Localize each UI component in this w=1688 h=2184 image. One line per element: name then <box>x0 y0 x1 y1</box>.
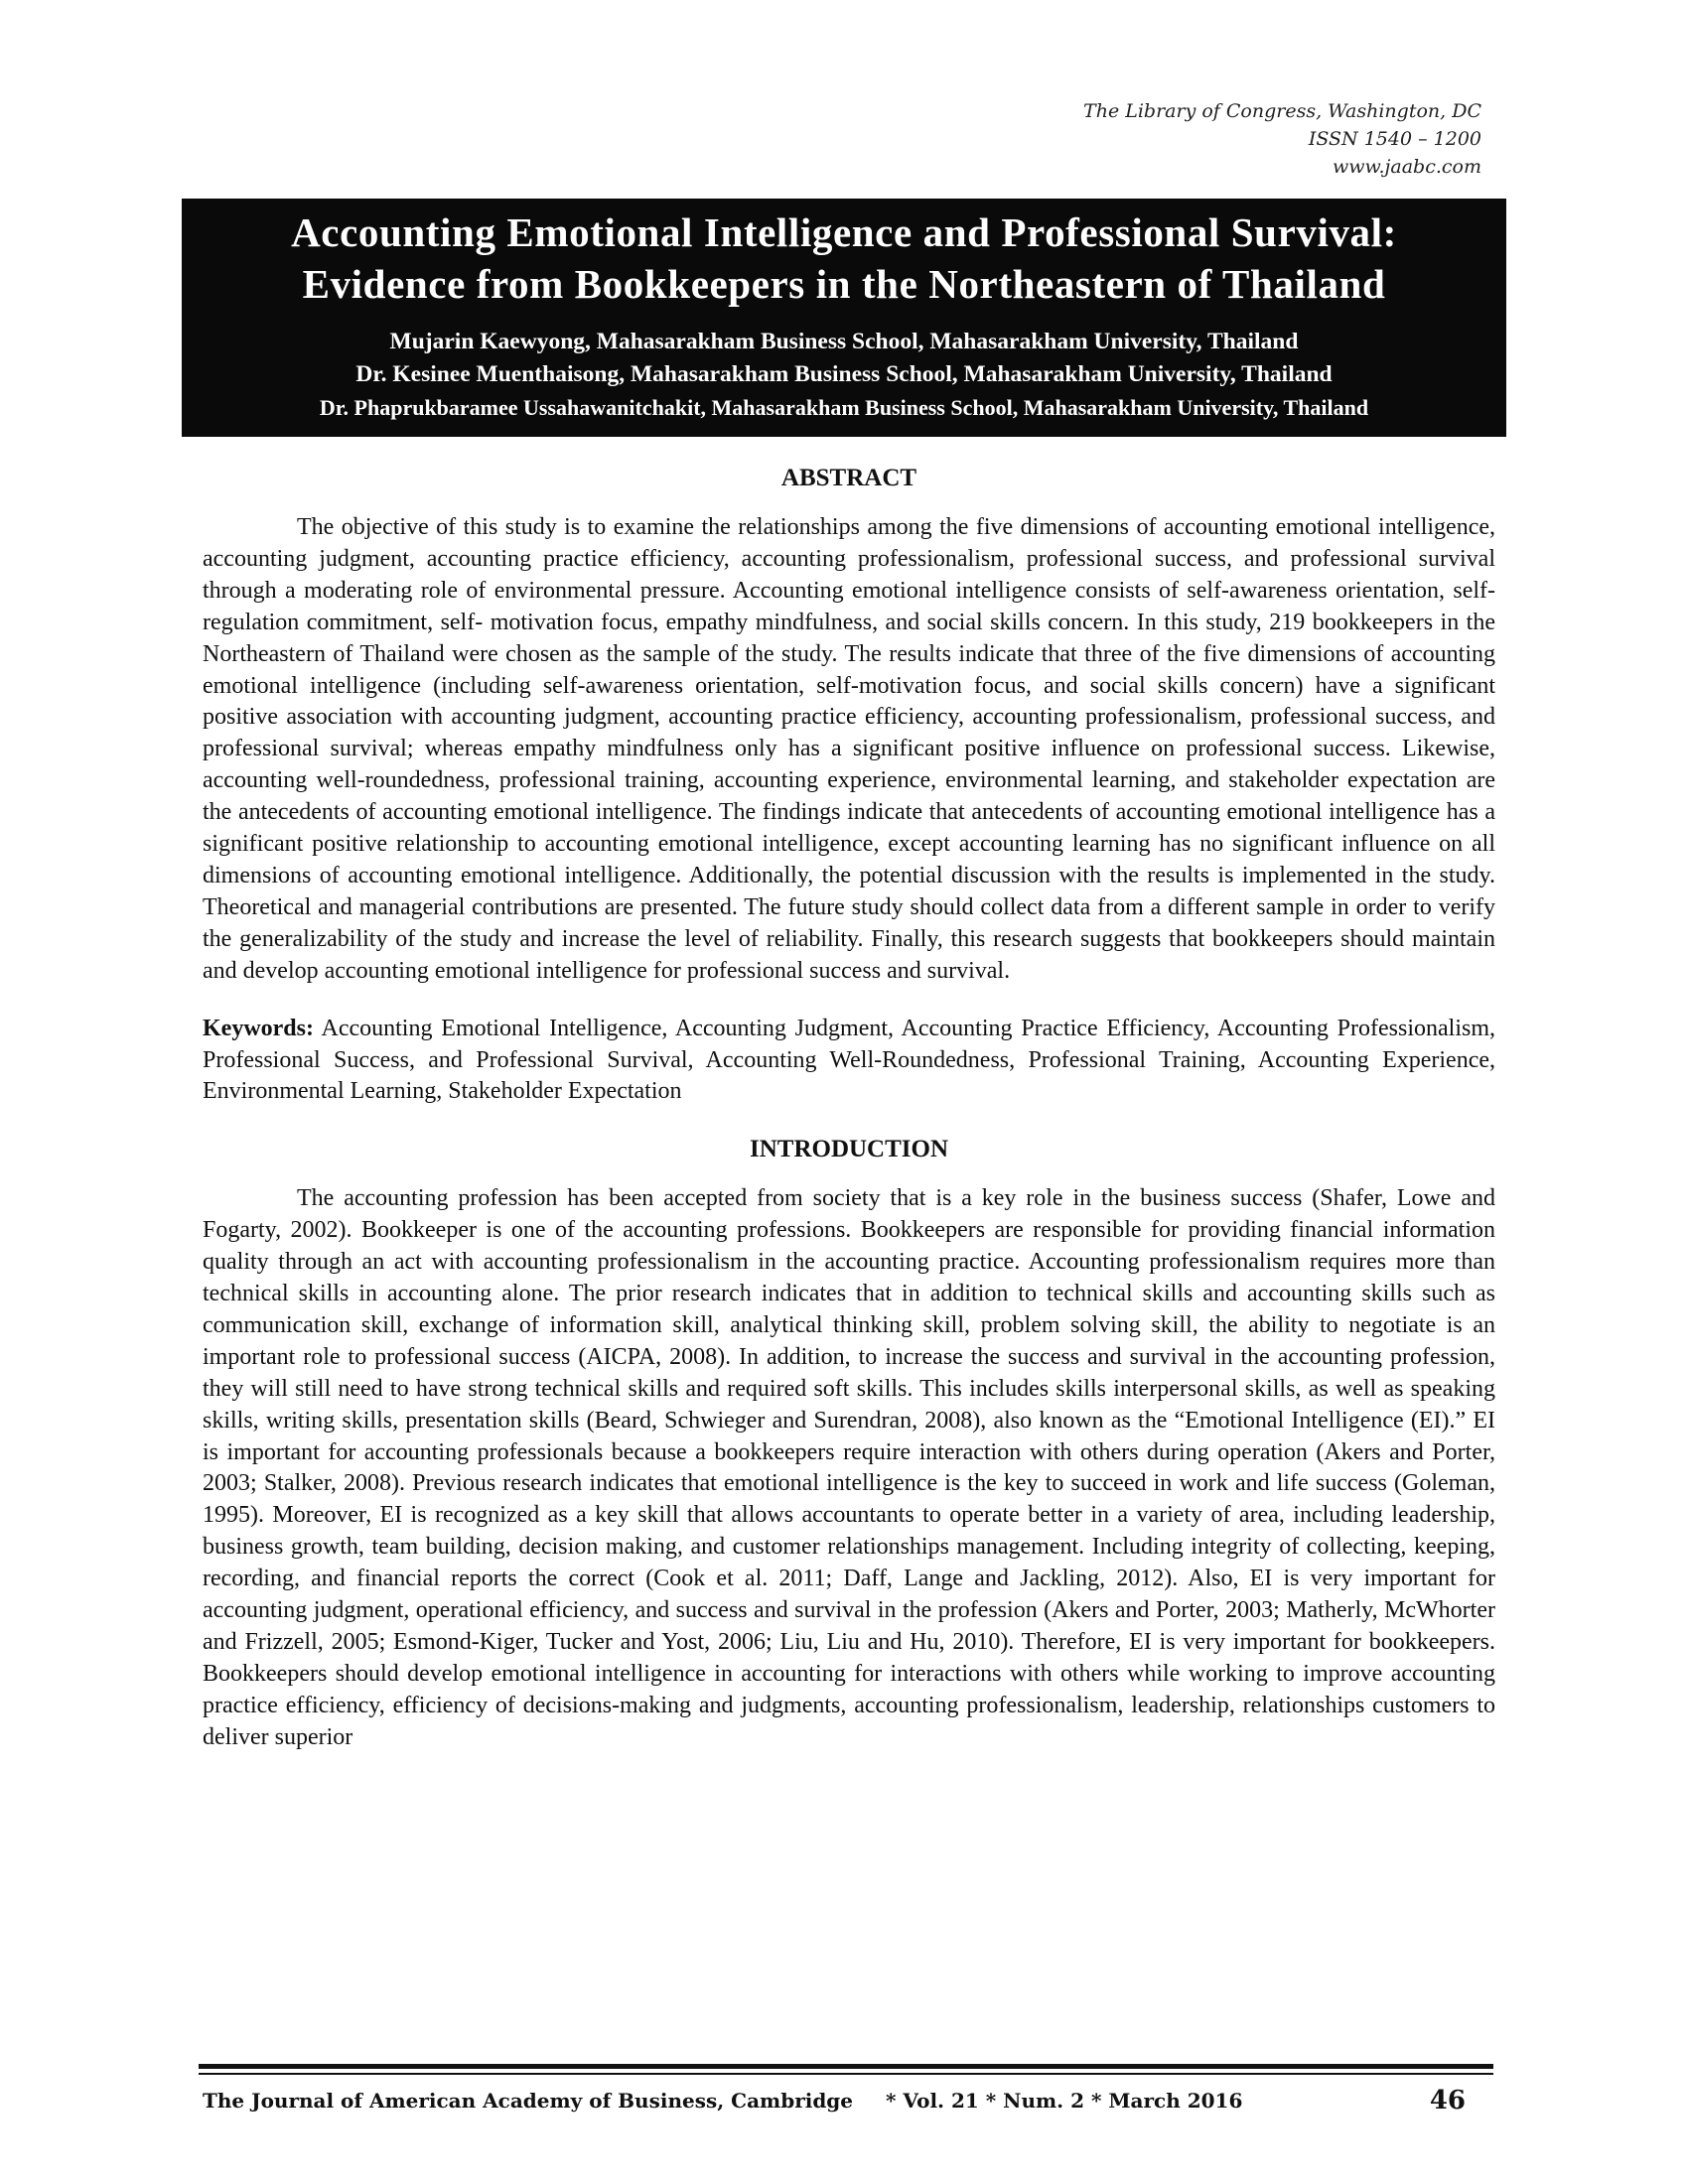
author-list <box>182 326 1506 424</box>
paper-title-line-2: Evidence from Bookkeepers in the Northeastern of Thailand <box>302 261 1386 307</box>
keywords-text: Accounting Emotional Intelligence, Accounting Judgment, Accounting Practice Efficiency, Accounting Professionalism, Professional Success, and Professional Survival, Accounting Well-Roundedness, Professional Training, Accounting Experience, Environmental Learning, Stakeholder Expectation <box>203 1015 1496 1105</box>
author-3: Dr. Phaprukbaramee Ussahawanitchakit, Mahasarakham Business School, Mahasarakham University, Thailand <box>319 395 1369 420</box>
author-2: Dr. Kesinee Muenthaisong, Mahasarakham Business School, Mahasarakham University, Thailand <box>355 361 1333 387</box>
footer-journal-name: The Journal of American Academy of Business, Cambridge <box>203 2089 854 2113</box>
abstract-heading: ABSTRACT <box>780 465 917 491</box>
page-number: 46 <box>1429 2086 1466 2116</box>
abstract-text: The objective of this study is to examine the relationships among the five dimensions of accounting emotional intelligence, accounting judgment, accounting practice efficiency, accounting professionalism, professional success, and professional survival through a moderating role of environmental pressure. Accounting emotional intelligence consists of self-awareness orientation, self-regulation commitment, self- motivation focus, empathy mindfulness, and social skills concern. In this study, 219 bookkeepers in the Northeastern of Thailand were chosen as the sample of the study. The results indicate that three of the five dimensions of accounting emotional intelligence (including self-awareness orientation, self-motivation focus, and social skills concern) have a significant positive association with accounting judgment, accounting practice efficiency, accounting professionalism, professional success, and professional survival; whereas empathy mindfulness only has a significant positive influence on professional success. Likewise, accounting well-roundedness, professional training, accounting experience, environmental learning, and stakeholder expectation are the antecedents of accounting emotional intelligence. The findings indicate that antecedents of accounting emotional intelligence has a significant positive relationship to accounting emotional intelligence, except accounting learning has no significant influence on all dimensions of accounting emotional intelligence. Additionally, the potential discussion with the results is implemented in the study. Theoretical and managerial contributions are presented. The future study should collect data from a different sample in order to verify the generalizability of the study and increase the level of reliability. Finally, this research suggests that bookkeepers should maintain and develop accounting emotional intelligence for professional success and survival. <box>203 514 1495 984</box>
keywords-label: Keywords: <box>203 1015 314 1041</box>
publication-info <box>1083 97 1481 181</box>
footer-issue-info: * Vol. 21 * Num. 2 * March 2016 <box>886 2089 1243 2113</box>
page-footer <box>203 2083 1495 2118</box>
title-banner <box>182 199 1506 437</box>
author-1: Mujarin Kaewyong, Mahasarakham Business School, Mahasarakham University, Thailand <box>389 329 1299 354</box>
paper-title-line-1: Accounting Emotional Intelligence and Professional Survival: <box>291 209 1397 255</box>
paper-body <box>203 463 1495 1754</box>
footer-rule-thin <box>199 2073 1493 2075</box>
issn-line: ISSN 1540 – 1200 <box>1308 128 1481 150</box>
publisher-line: The Library of Congress, Washington, DC <box>1083 100 1481 122</box>
introduction-heading: INTRODUCTION <box>749 1136 949 1163</box>
website-line: www.jaabc.com <box>1332 156 1481 178</box>
footer-rule-thick <box>199 2064 1493 2069</box>
introduction-text: The accounting profession has been accepted from society that is a key role in the business success (Shafer, Lowe and Fogarty, 2002). Bookkeeper is one of the accounting professions. Bookkeepers are responsible for providing financial information quality through an act with accounting professionalism in the accounting practice. Accounting professionalism requires more than technical skills in accounting alone. The prior research indicates that in addition to technical skills and accounting skills such as communication skill, exchange of information skill, analytical thinking skill, problem solving skill, the ability to negotiate is an important role to professional success (AICPA, 2008). In addition, to increase the success and survival in the accounting profession, they will still need to have strong technical skills and required soft skills. This includes skills interpersonal skills, as well as speaking skills, writing skills, presentation skills (Beard, Schwieger and Surendran, 2008), also known as the “Emotional Intelligence (EI).” EI is important for accounting professionals because a bookkeepers require interaction with others during operation (Akers and Porter, 2003; Stalker, 2008). Previous research indicates that emotional intelligence is the key to succeed in work and life success (Goleman, 1995). Moreover, EI is recognized as a key skill that allows accountants to operate better in a variety of area, including leadership, business growth, team building, decision making, and customer relationships management. Including integrity of collecting, keeping, recording, and financial reports the correct (Cook et al. 2011; Daff, Lange and Jackling, 2012). Also, EI is very important for accounting judgment, operational efficiency, and success and survival in the profession (Akers and Porter, 2003; Matherly, McWhorter and Frizzell, 2005; Esmond-Kiger, Tucker and Yost, 2006; Liu, Liu and Hu, 2010). Therefore, EI is very important for bookkeepers. Bookkeepers should develop emotional intelligence in accounting for interactions with others while working to improve accounting practice efficiency, efficiency of decisions-making and judgments, accounting professionalism, leadership, relationships customers to deliver superior <box>203 1185 1495 1750</box>
keywords <box>203 1014 1495 1109</box>
